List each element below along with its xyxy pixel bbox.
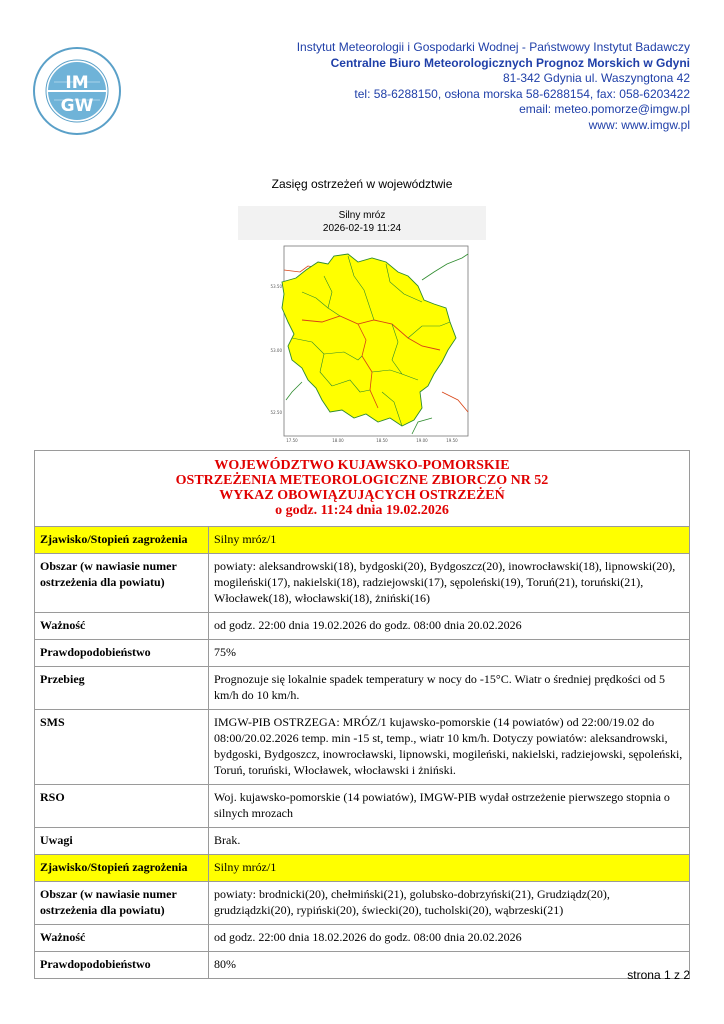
office-name: Centralne Biuro Meteorologicznych Prognoz Morskich w Gdyni — [330, 55, 690, 70]
phenomenon-value: Silny mróz/1 — [209, 855, 690, 882]
area-label: Obszar (w nawiasie numer ostrzeżenia dla powiatu) — [35, 554, 209, 613]
table-row — [35, 925, 690, 952]
probability-value: 75% — [209, 640, 690, 667]
map-caption-datetime: 2026-02-19 11:24 — [322, 223, 402, 234]
rso-label: RSO — [35, 785, 209, 828]
map-y-label-2: 53.00 — [270, 348, 282, 353]
notes-value: Brak. — [209, 828, 690, 855]
table-row — [35, 554, 690, 613]
report-title-line2: OSTRZEŻENIA METEOROLOGICZNE ZBIORCZO NR 52 — [175, 473, 549, 488]
office-address: 81-342 Gdynia ul. Waszyngtona 42 — [502, 71, 690, 86]
table-row — [35, 527, 690, 554]
map-caption — [238, 206, 486, 240]
validity-label: Ważność — [35, 613, 209, 640]
map-section-title: Zasięg ostrzeżeń w województwie — [271, 177, 453, 191]
report-title-line4: o godz. 11:24 dnia 19.02.2026 — [275, 503, 449, 518]
table-row — [35, 785, 690, 828]
table-row — [35, 710, 690, 785]
table-row — [35, 882, 690, 925]
logo-text-bottom: GW — [60, 96, 94, 116]
course-label: Przebieg — [35, 667, 209, 710]
map-x-label-3: 18.50 — [376, 438, 388, 443]
map-x-label-4: 19.00 — [416, 438, 428, 443]
map-x-label-5: 19.50 — [446, 438, 458, 443]
phenomenon-label: Zjawisko/Stopień zagrożenia — [35, 527, 209, 554]
institute-header — [297, 40, 690, 134]
validity-value: od godz. 22:00 dnia 19.02.2026 do godz. 08:00 dnia 20.02.2026 — [209, 613, 690, 640]
phenomenon-value: Silny mróz/1 — [209, 527, 690, 554]
map-x-label-1: 17.50 — [286, 438, 298, 443]
map-y-label-1: 53.50 — [270, 284, 282, 289]
report-title-line1: WOJEWÓDZTWO KUJAWSKO-POMORSKIE — [214, 458, 510, 473]
area-value: powiaty: aleksandrowski(18), bydgoski(20), Bydgoszcz(20), inowrocławski(18), lipnowski(20), mogileński(17), nakielski(18), radziejowski(17), sępoleński(19), Toruń(21), toruński(21), Włocławek(18), włocławski(18), żniński(16) — [209, 554, 690, 613]
validity-value: od godz. 22:00 dnia 18.02.2026 do godz. 08:00 dnia 20.02.2026 — [209, 925, 690, 952]
table-row — [35, 667, 690, 710]
area-value: powiaty: brodnicki(20), chełmiński(21), golubsko-dobrzyński(21), Grudziądz(20), grudziądzki(20), rypiński(20), świecki(20), tucholski(20), wąbrzeski(21) — [209, 882, 690, 925]
logo-text-top: IM — [65, 73, 89, 93]
sms-label: SMS — [35, 710, 209, 785]
table-row — [35, 828, 690, 855]
office-email: email: meteo.pomorze@imgw.pl — [519, 102, 690, 117]
probability-value: 80% — [209, 952, 690, 979]
phenomenon-label: Zjawisko/Stopień zagrożenia — [35, 855, 209, 882]
table-row — [35, 640, 690, 667]
probability-label: Prawdopodobieństwo — [35, 640, 209, 667]
table-row — [35, 855, 690, 882]
warnings-table — [34, 450, 690, 979]
office-phones: tel: 58-6288150, osłona morska 58-6288154, fax: 058-6203422 — [354, 86, 690, 101]
area-label: Obszar (w nawiasie numer ostrzeżenia dla powiatu) — [35, 882, 209, 925]
page-number: strona 1 z 2 — [627, 968, 690, 982]
rso-value: Woj. kujawsko-pomorskie (14 powiatów), IMGW-PIB wydał ostrzeżenie pierwszego stopnia o silnych mrozach — [209, 785, 690, 828]
report-title-line3: WYKAZ OBOWIĄZUJĄCYCH OSTRZEŻEŃ — [219, 488, 505, 503]
sms-value: IMGW-PIB OSTRZEGA: MRÓZ/1 kujawsko-pomorskie (14 powiatów) od 22:00/19.02 do 08:00/20.02.2026 temp. min -15 st, temp., wiatr 10 km/h. Dotyczy powiatów: aleksandrowski, bydgoski, Bydgoszcz, inowrocławski, lipnowski, mogileński, nakielski, radziejowski, sępoleński, Toruń, toruński, Włocławek, włocławski i żniński. — [209, 710, 690, 785]
map-y-label-3: 52.50 — [270, 410, 282, 415]
notes-label: Uwagi — [35, 828, 209, 855]
report-title — [35, 451, 690, 527]
validity-label: Ważność — [35, 925, 209, 952]
table-row — [35, 613, 690, 640]
map-caption-phenomenon: Silny mróz — [338, 210, 386, 221]
table-row — [35, 952, 690, 979]
institute-name: Instytut Meteorologii i Gospodarki Wodnej - Państwowy Instytut Badawczy — [296, 40, 690, 54]
office-www: www: www.imgw.pl — [588, 117, 690, 132]
imgw-logo — [32, 46, 122, 136]
warning-map — [262, 242, 472, 450]
map-x-label-2: 18.00 — [332, 438, 344, 443]
course-value: Prognozuje się lokalnie spadek temperatury w nocy do -15°C. Wiatr o średniej prędkości od 5 km/h do 10 km/h. — [209, 667, 690, 710]
probability-label: Prawdopodobieństwo — [35, 952, 209, 979]
